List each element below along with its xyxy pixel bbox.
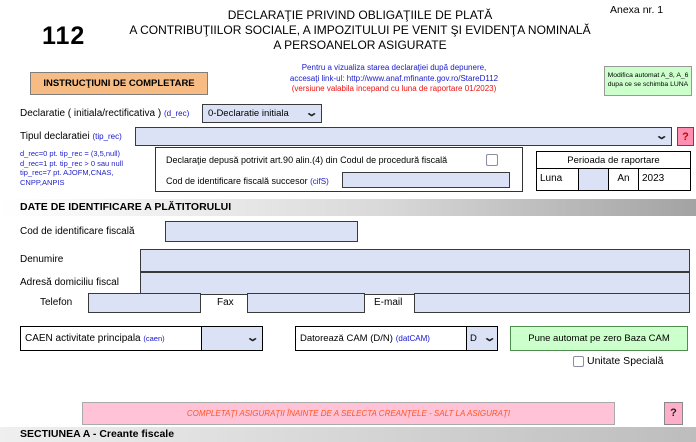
art90-box: [155, 147, 523, 192]
art90-label: Declaraţie depusă potrivit art.90 alin.(4) din Codul de procedură fiscală: [166, 155, 448, 165]
name-label: Denumire: [20, 254, 64, 265]
month-input[interactable]: [579, 169, 609, 190]
hint-line3: tip_rec=7 pt. AJOFM,CNAS,: [20, 168, 114, 177]
status-note-line1: Pentru a vizualiza starea declaraţiei după depunere,: [301, 63, 487, 72]
special-unit-label: Unitate Specială: [587, 355, 664, 367]
hint-line2: d_rec=1 pt. tip_rec > 0 sau null: [20, 158, 123, 168]
d-rec-select[interactable]: [202, 104, 322, 123]
tip-rec-select[interactable]: [135, 127, 672, 146]
cam-select[interactable]: [466, 326, 498, 351]
form-title: [108, 8, 612, 53]
tip-rec-label: [20, 131, 122, 142]
d-rec-value: 0-Declaratie initiala: [208, 108, 289, 119]
section-a-header: SECTIUNEA A - Creante fiscale: [0, 427, 696, 442]
cam-value: D: [470, 333, 477, 344]
chevron-down-icon: ⌄: [654, 130, 669, 142]
status-note-link[interactable]: accesaţi link-ul: http://www.anaf.mfinante.gov.ro/StareD112: [289, 73, 499, 83]
payer-section-header: DATE DE IDENTIFICARE A PLĂTITORULUI: [0, 199, 696, 216]
caen-box: [20, 326, 202, 351]
fax-input[interactable]: [247, 293, 365, 313]
cif-input[interactable]: [165, 221, 358, 242]
form-title-line1: DECLARAŢIE PRIVIND OBLIGAŢIILE DE PLATĂ: [227, 8, 493, 22]
email-label: E-mail: [374, 297, 403, 308]
address-input[interactable]: [140, 272, 690, 295]
form-number: 112: [42, 22, 86, 50]
cam-box: [295, 326, 467, 351]
chevron-down-icon: ⌄: [245, 332, 260, 344]
tip-rec-code: (tip_rec): [92, 132, 122, 141]
name-input[interactable]: [140, 249, 690, 272]
reporting-period-title: Perioada de raportare: [536, 151, 691, 169]
fax-label: Fax: [217, 297, 234, 308]
cifs-label: [166, 176, 329, 186]
auto-update-note-line2: dupa ce se schimba LUNA: [607, 80, 689, 88]
d-rec-code: (d_rec): [163, 109, 190, 118]
zero-cam-button[interactable]: Pune automat pe zero Baza CAM: [510, 326, 688, 351]
email-input[interactable]: [414, 293, 690, 313]
address-label: Adresă domiciliu fiscal: [20, 277, 119, 288]
notice-help-button[interactable]: ?: [664, 402, 683, 425]
auto-update-note: [604, 66, 692, 96]
month-label: Luna: [537, 169, 579, 190]
form-title-line3: A PERSOANELOR ASIGURATE: [273, 38, 447, 52]
phone-input[interactable]: [88, 293, 201, 313]
phone-label: Telefon: [40, 297, 73, 308]
auto-update-note-line1: Modifica automat A_8, A_6: [607, 72, 689, 79]
d-rec-hints: [20, 149, 123, 187]
art90-checkbox[interactable]: [486, 154, 498, 166]
year-label: An: [609, 169, 639, 190]
special-unit-checkbox[interactable]: [573, 356, 584, 367]
caen-select[interactable]: [201, 326, 263, 351]
hint-line4: CNPP,ANPIS: [20, 177, 65, 187]
form-title-line2: A CONTRIBUŢIILOR SOCIALE, A IMPOZITULUI PE VENIT ŞI EVIDENŢA NOMINALĂ: [129, 23, 591, 37]
year-input[interactable]: 2023: [642, 173, 665, 184]
instructions-button[interactable]: INSTRUCŢIUNI DE COMPLETARE: [30, 72, 208, 95]
chevron-down-icon: ⌄: [304, 107, 319, 119]
chevron-down-icon: ⌄: [482, 332, 497, 344]
status-note-version: (versiune valabila incepand cu luna de raportare 01/2023): [291, 84, 497, 93]
cifs-input[interactable]: [342, 172, 510, 188]
complete-insured-notice[interactable]: COMPLETAŢI ASIGURAŢII ÎNAINTE DE A SELECTA CREANŢELE - SALT LA ASIGURAŢI: [82, 402, 615, 425]
cam-label: Datorează CAM (D/N): [300, 333, 393, 344]
tip-rec-help-button[interactable]: ?: [677, 127, 694, 146]
reporting-period-box: [536, 151, 691, 191]
cifs-code: (cifS): [310, 177, 329, 186]
cifs-label-text: Cod de identificare fiscală succesor: [166, 176, 308, 186]
cam-code: (datCAM): [395, 334, 430, 343]
status-note: [256, 63, 532, 95]
cif-label: Cod de identificare fiscală: [20, 226, 135, 237]
d-rec-label-text: Declaratie ( initiala/rectificativa ): [20, 108, 162, 119]
tip-rec-label-text: Tipul declaratiei: [20, 131, 90, 142]
caen-code: (caen): [143, 334, 165, 343]
d-rec-label: [20, 108, 189, 119]
hint-line1: d_rec=0 pt. tip_rec = (3,5,null): [20, 149, 121, 158]
annex-label: Anexa nr. 1: [610, 4, 664, 16]
caen-label: CAEN activitate principala: [25, 333, 141, 344]
